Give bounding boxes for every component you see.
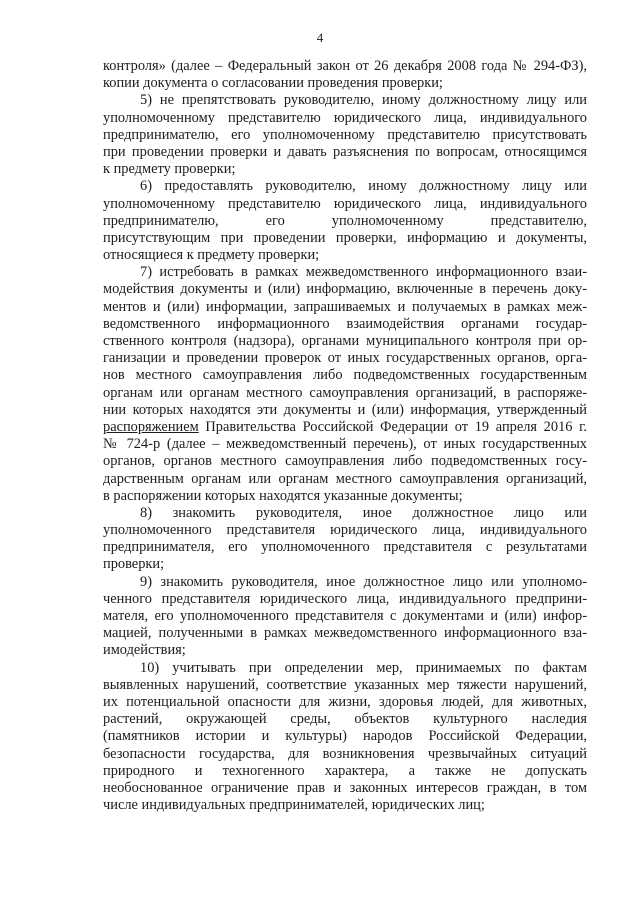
text-line: 8) знакомить руководителя, иное должностное лицо или bbox=[140, 504, 587, 521]
text-line: органов, органов местного самоуправления либо подведомственных госу- bbox=[103, 453, 587, 470]
text-line: ченного представителя юридического лица, индивидуального предприни- bbox=[103, 590, 587, 607]
text-line: имодействия; bbox=[103, 642, 186, 659]
text-line: дарственным органам или органам местного самоуправления организаций, bbox=[103, 470, 587, 487]
text-line: № 724-р (далее – межведомственный перечень), от иных государственных bbox=[103, 436, 587, 453]
text-line: ведомственного информационного взаимодействия органами государ- bbox=[103, 315, 587, 332]
text-line: уполномоченному представителю юридического лица, индивидуального bbox=[103, 109, 587, 126]
text-line: 7) истребовать в рамках межведомственного информационного взаи- bbox=[140, 264, 587, 281]
document-link[interactable]: распоряжением bbox=[103, 418, 199, 435]
text-line: ментов и (или) информации, запрашиваемых и получаемых в рамках меж- bbox=[103, 298, 587, 315]
text-line: контроля» (далее – Федеральный закон от 26 декабря 2008 года № 294-ФЗ), bbox=[103, 58, 587, 74]
text-line: предпринимателя, его уполномоченного представителя с результатами bbox=[103, 539, 587, 556]
text-line: безопасности государства, для возникновения чрезвычайных ситуаций bbox=[103, 745, 587, 762]
text-line: 10) учитывать при определении мер, принимаемых по фактам bbox=[140, 659, 587, 676]
text-line: 5) не препятствовать руководителю, иному должностному лицу или bbox=[140, 92, 587, 109]
text-line: необоснованное ограничение прав и законных интересов граждан, в том bbox=[103, 779, 587, 796]
text-line: уполномоченному представителю юридического лица, индивидуального bbox=[103, 195, 587, 212]
text-line: к предмету проверки; bbox=[103, 161, 236, 178]
text-line: проверки; bbox=[103, 556, 165, 573]
page-number: 4 bbox=[316, 30, 324, 45]
text-line: нов местного самоуправления либо подведомственных государственным bbox=[103, 367, 587, 384]
text-line: растений, окружающей среды, объектов культурного наследия bbox=[103, 711, 587, 728]
document-body bbox=[103, 58, 587, 814]
text-line: числе индивидуальных предпринимателей, юридических лиц; bbox=[103, 797, 485, 814]
text-line: выявленных нарушений, соответствие указанных мер тяжести нарушений, bbox=[103, 676, 587, 693]
text-line: их потенциальной опасности для жизни, здоровья людей, для животных, bbox=[103, 693, 587, 710]
text-line: ганизации и проведении проверок от иных государственных органов, орга- bbox=[103, 350, 587, 367]
text-line: предпринимателю, его уполномоченному представителю присутствовать bbox=[103, 126, 587, 143]
text-line: копии документа о согласовании проведения проверки; bbox=[103, 75, 443, 92]
text-line: при проведении проверки и давать разъяснения по вопросам, относящимся bbox=[103, 143, 587, 160]
text-line: уполномоченного представителя юридического лица, индивидуального bbox=[103, 522, 587, 539]
text-line: (памятников истории и культуры) народов Российской Федерации, bbox=[103, 728, 587, 745]
text-line: 6) предоставлять руководителю, иному должностному лицу или bbox=[140, 178, 587, 195]
text-line: 9) знакомить руководителя, иное должностное лицо или уполномо- bbox=[140, 573, 587, 590]
text-line: присутствующим при проведении проверки, информацию и документы, bbox=[103, 229, 587, 246]
text-line: предпринимателю, его уполномоченному представителю, bbox=[103, 212, 587, 229]
text-line-rest: Правительства Российской Федерации от 19 апреля 2016 г. bbox=[198, 418, 587, 435]
text-line: нии которых находятся эти документы и (или) информация, утвержденный bbox=[103, 401, 587, 418]
text-line: относящиеся к предмету проверки; bbox=[103, 247, 320, 264]
text-line: в распоряжении которых находятся указанные документы; bbox=[103, 487, 463, 504]
text-line: мателя, его уполномоченного представителя с документами и (или) инфор- bbox=[103, 608, 587, 624]
text-line bbox=[103, 419, 587, 436]
text-line: органам или органам местного самоуправления организаций, в распоряже- bbox=[103, 384, 587, 401]
text-line: природного и техногенного характера, а также не допускать bbox=[103, 762, 587, 779]
text-line: модействия документы и (или) информацию, включенные в перечень доку- bbox=[103, 281, 587, 298]
text-line: ственного контроля (надзора), органами муниципального контроля при ор- bbox=[103, 333, 587, 349]
text-line: мацией, полученными в рамках межведомственного информационного вза- bbox=[103, 625, 587, 642]
